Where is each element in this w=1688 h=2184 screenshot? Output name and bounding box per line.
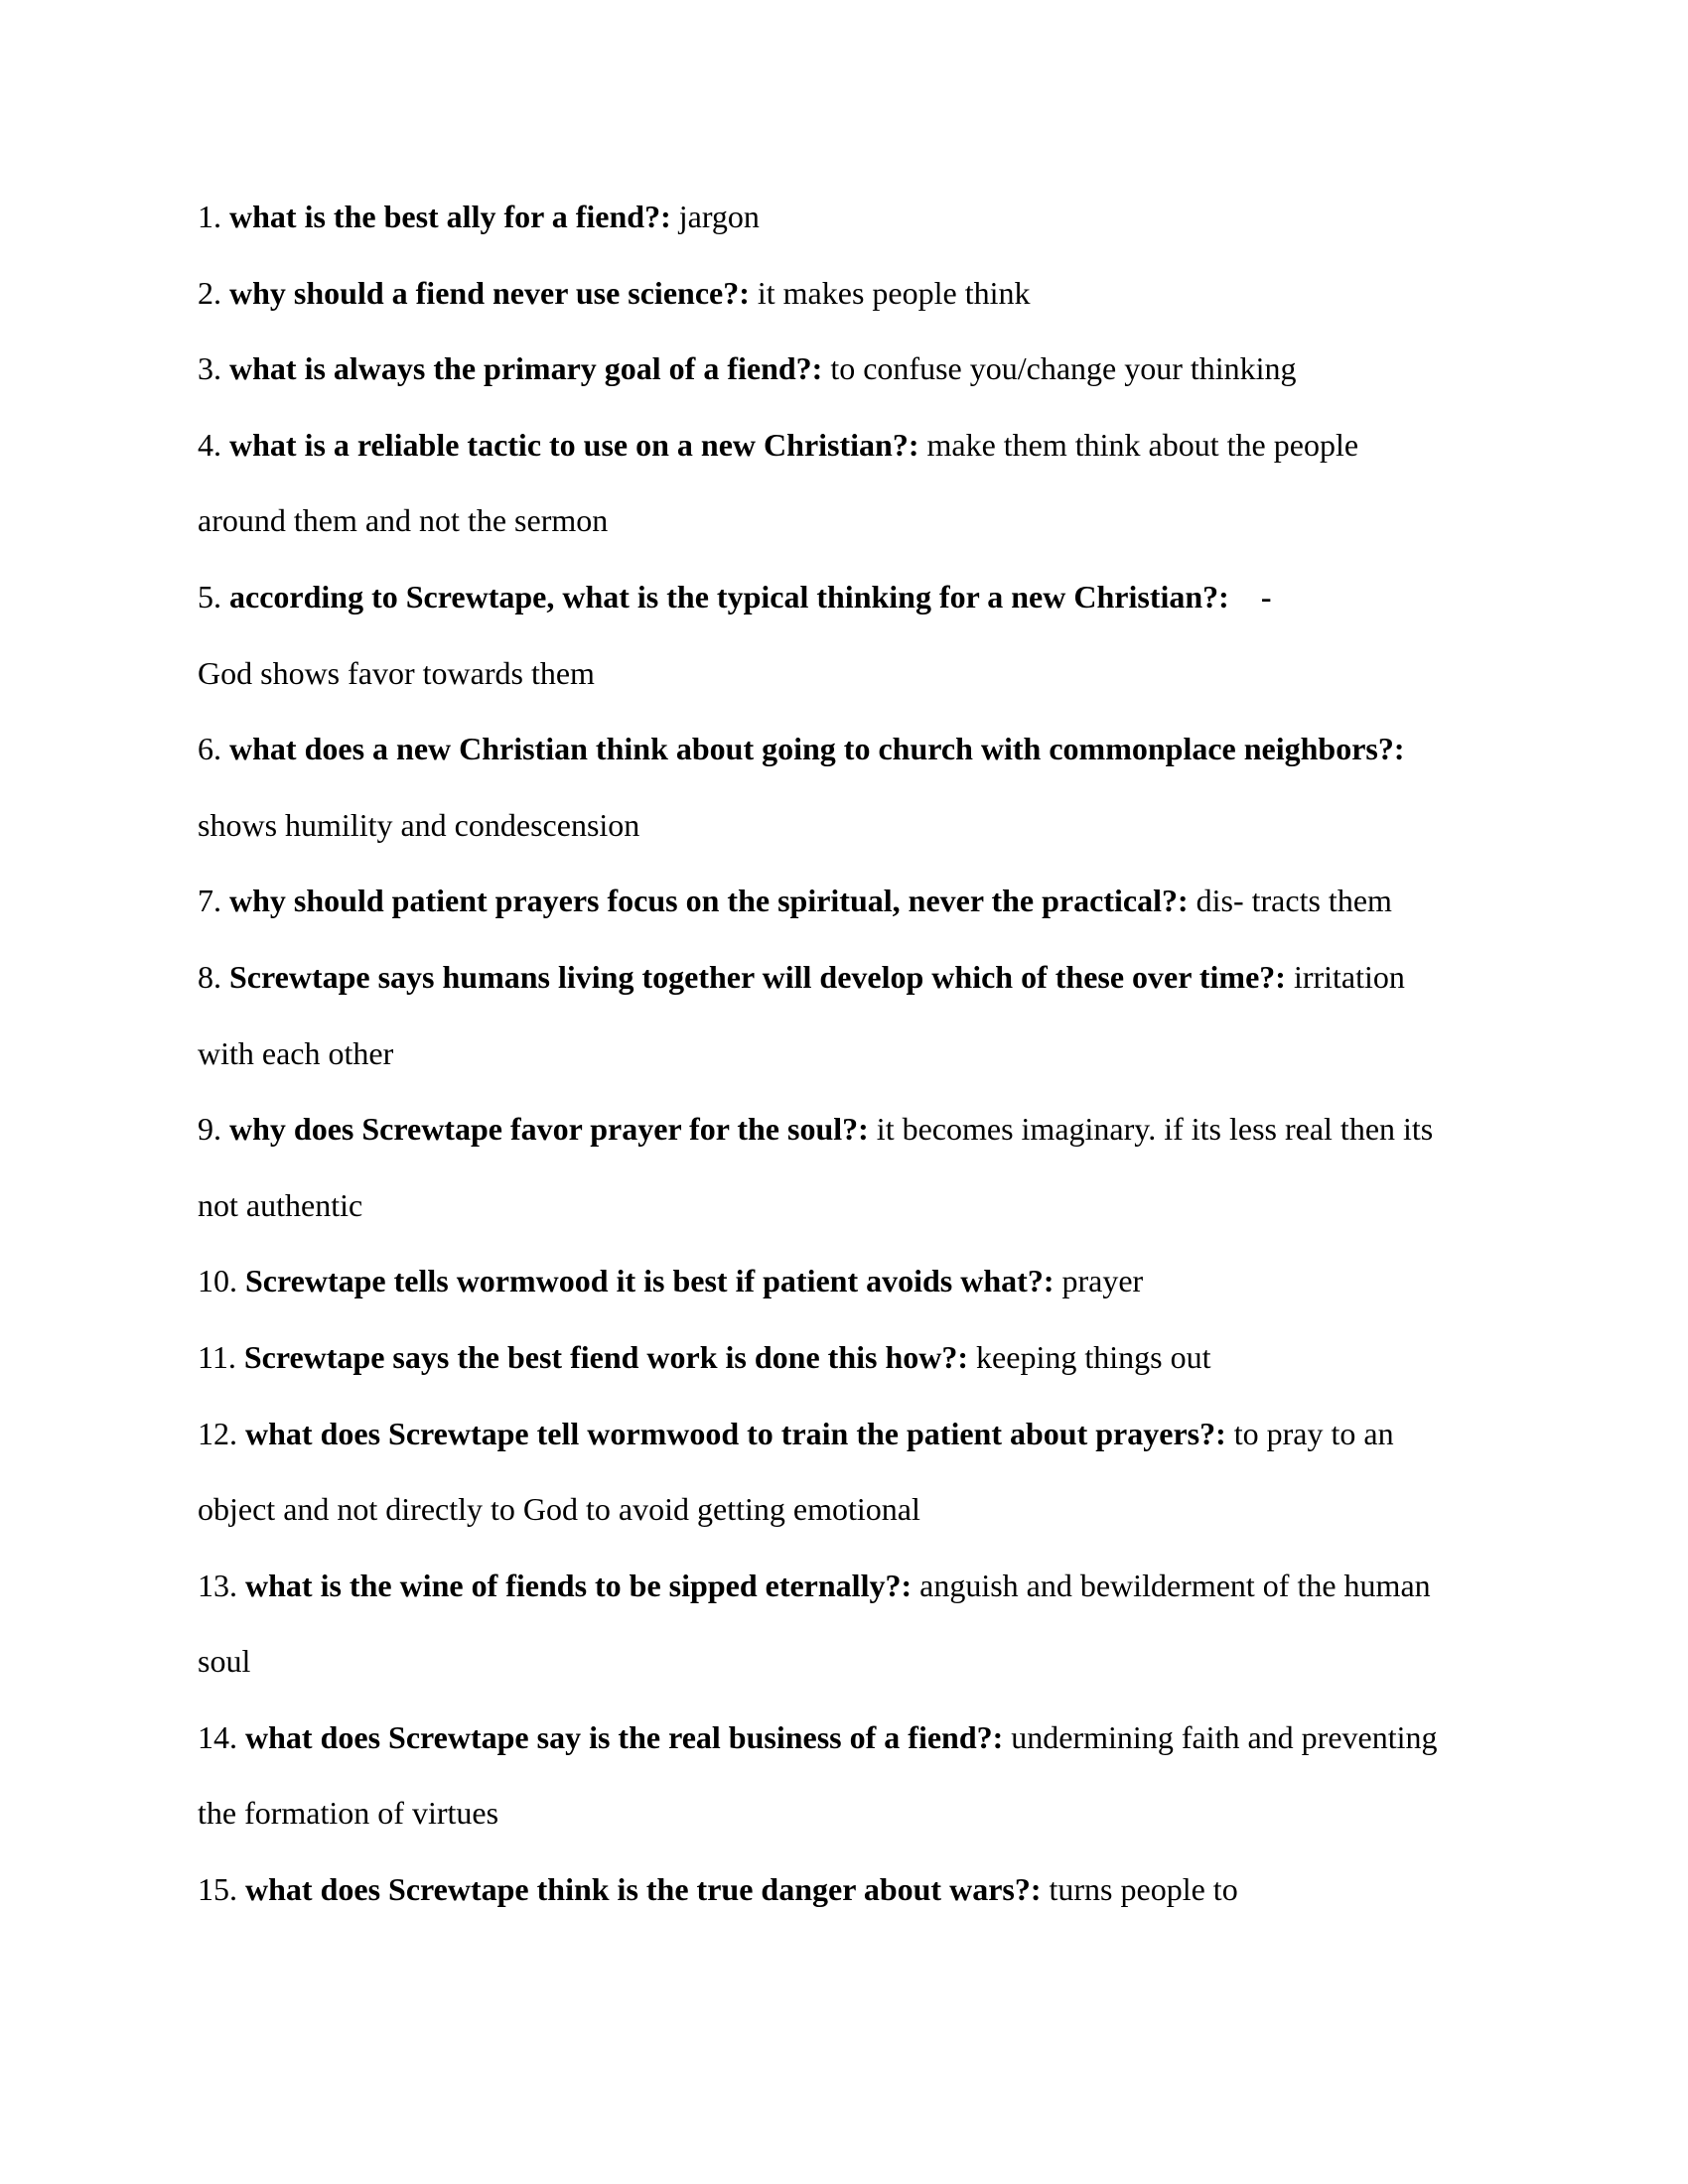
answer-text-continued: God shows favor towards them	[198, 654, 595, 691]
answer-text: prayer	[1061, 1263, 1144, 1299]
question-text: Screwtape says humans living together will develop which of these over time?:	[229, 958, 1286, 995]
answer-text: to confuse you/change your thinking	[830, 350, 1297, 387]
question-text: why should patient prayers focus on the spiritual, never the practical?:	[229, 883, 1189, 919]
qa-item-9	[198, 1091, 1508, 1167]
question-text: Screwtape tells wormwood it is best if patient avoids what?:	[245, 1263, 1055, 1299]
item-number: 11.	[198, 1338, 236, 1375]
qa-item-5-continuation	[198, 635, 1508, 712]
qa-item-12	[198, 1396, 1508, 1472]
qa-item-7	[198, 863, 1508, 939]
qa-item-13-continuation	[198, 1623, 1508, 1700]
answer-text-continued: the formation of virtues	[198, 1795, 499, 1832]
item-number: 1.	[198, 199, 221, 234]
question-text: what does Screwtape say is the real business of a fiend?:	[245, 1718, 1004, 1755]
question-text: why does Screwtape favor prayer for the soul?:	[229, 1111, 869, 1148]
qa-item-14	[198, 1700, 1508, 1776]
item-number: 8.	[198, 958, 221, 995]
item-number: 13.	[198, 1567, 237, 1603]
qa-item-15	[198, 1851, 1508, 1928]
item-number: 10.	[198, 1263, 237, 1299]
question-text: why should a fiend never use science?:	[229, 274, 750, 311]
answer-text: turns people to	[1049, 1871, 1238, 1908]
item-number: 2.	[198, 274, 221, 311]
question-text: what is always the primary goal of a fiend?:	[229, 350, 823, 387]
item-number: 5.	[198, 578, 221, 614]
qa-item-8	[198, 939, 1508, 1016]
answer-text-continued: shows humility and condescension	[198, 806, 640, 843]
qa-item-11	[198, 1319, 1508, 1396]
item-number: 9.	[198, 1111, 221, 1148]
item-number: 7.	[198, 883, 221, 919]
question-text: what is the best ally for a fiend?:	[229, 199, 671, 234]
qa-item-13	[198, 1548, 1508, 1624]
answer-text-continued: with each other	[198, 1034, 394, 1071]
qa-item-8-continuation	[198, 1016, 1508, 1092]
qa-item-5	[198, 559, 1508, 635]
item-number: 12.	[198, 1415, 237, 1451]
qa-item-12-continuation	[198, 1471, 1508, 1548]
answer-text-continued: soul	[198, 1643, 251, 1680]
qa-item-6-continuation	[198, 787, 1508, 864]
qa-item-4	[198, 407, 1508, 483]
answer-text: irritation	[1293, 958, 1405, 995]
qa-item-9-continuation	[198, 1167, 1508, 1244]
document-page	[198, 179, 1508, 1928]
answer-text: anguish and bewilderment of the human	[919, 1567, 1431, 1603]
item-number: 15.	[198, 1871, 237, 1908]
qa-item-14-continuation	[198, 1775, 1508, 1851]
answer-text: keeping things out	[976, 1338, 1211, 1375]
answer-text: it makes people think	[757, 274, 1031, 311]
question-text: according to Screwtape, what is the typical thinking for a new Christian?:	[229, 578, 1229, 614]
answer-text: undermining faith and preventing	[1011, 1718, 1438, 1755]
item-number: 14.	[198, 1718, 237, 1755]
answer-text: jargon	[678, 199, 760, 234]
qa-item-4-continuation	[198, 482, 1508, 559]
qa-item-1	[198, 179, 1508, 255]
qa-item-6	[198, 711, 1508, 787]
answer-text: dis- tracts them	[1196, 883, 1392, 919]
answer-text: it becomes imaginary. if its less real then its	[876, 1111, 1434, 1148]
item-number: 4.	[198, 426, 221, 463]
answer-text-continued: not authentic	[198, 1186, 363, 1223]
item-number: 6.	[198, 731, 221, 767]
question-text: what is the wine of fiends to be sipped eternally?:	[245, 1567, 913, 1603]
question-text: what does Screwtape tell wormwood to train the patient about prayers?:	[245, 1415, 1226, 1451]
answer-text-continued: around them and not the sermon	[198, 502, 609, 539]
qa-item-10	[198, 1243, 1508, 1319]
qa-item-3	[198, 331, 1508, 407]
question-text: Screwtape says the best fiend work is done this how?:	[243, 1338, 969, 1375]
item-number: 3.	[198, 350, 221, 387]
qa-item-2	[198, 255, 1508, 332]
question-text: what does Screwtape think is the true danger about wars?:	[245, 1871, 1042, 1908]
answer-text-continued: object and not directly to God to avoid getting emotional	[198, 1491, 920, 1528]
answer-text: to pray to an	[1233, 1415, 1394, 1451]
answer-dash: -	[1260, 578, 1272, 614]
question-text: what does a new Christian think about going to church with commonplace neighbors?:	[229, 731, 1405, 767]
answer-text: make them think about the people	[926, 426, 1359, 463]
question-text: what is a reliable tactic to use on a new Christian?:	[229, 426, 919, 463]
